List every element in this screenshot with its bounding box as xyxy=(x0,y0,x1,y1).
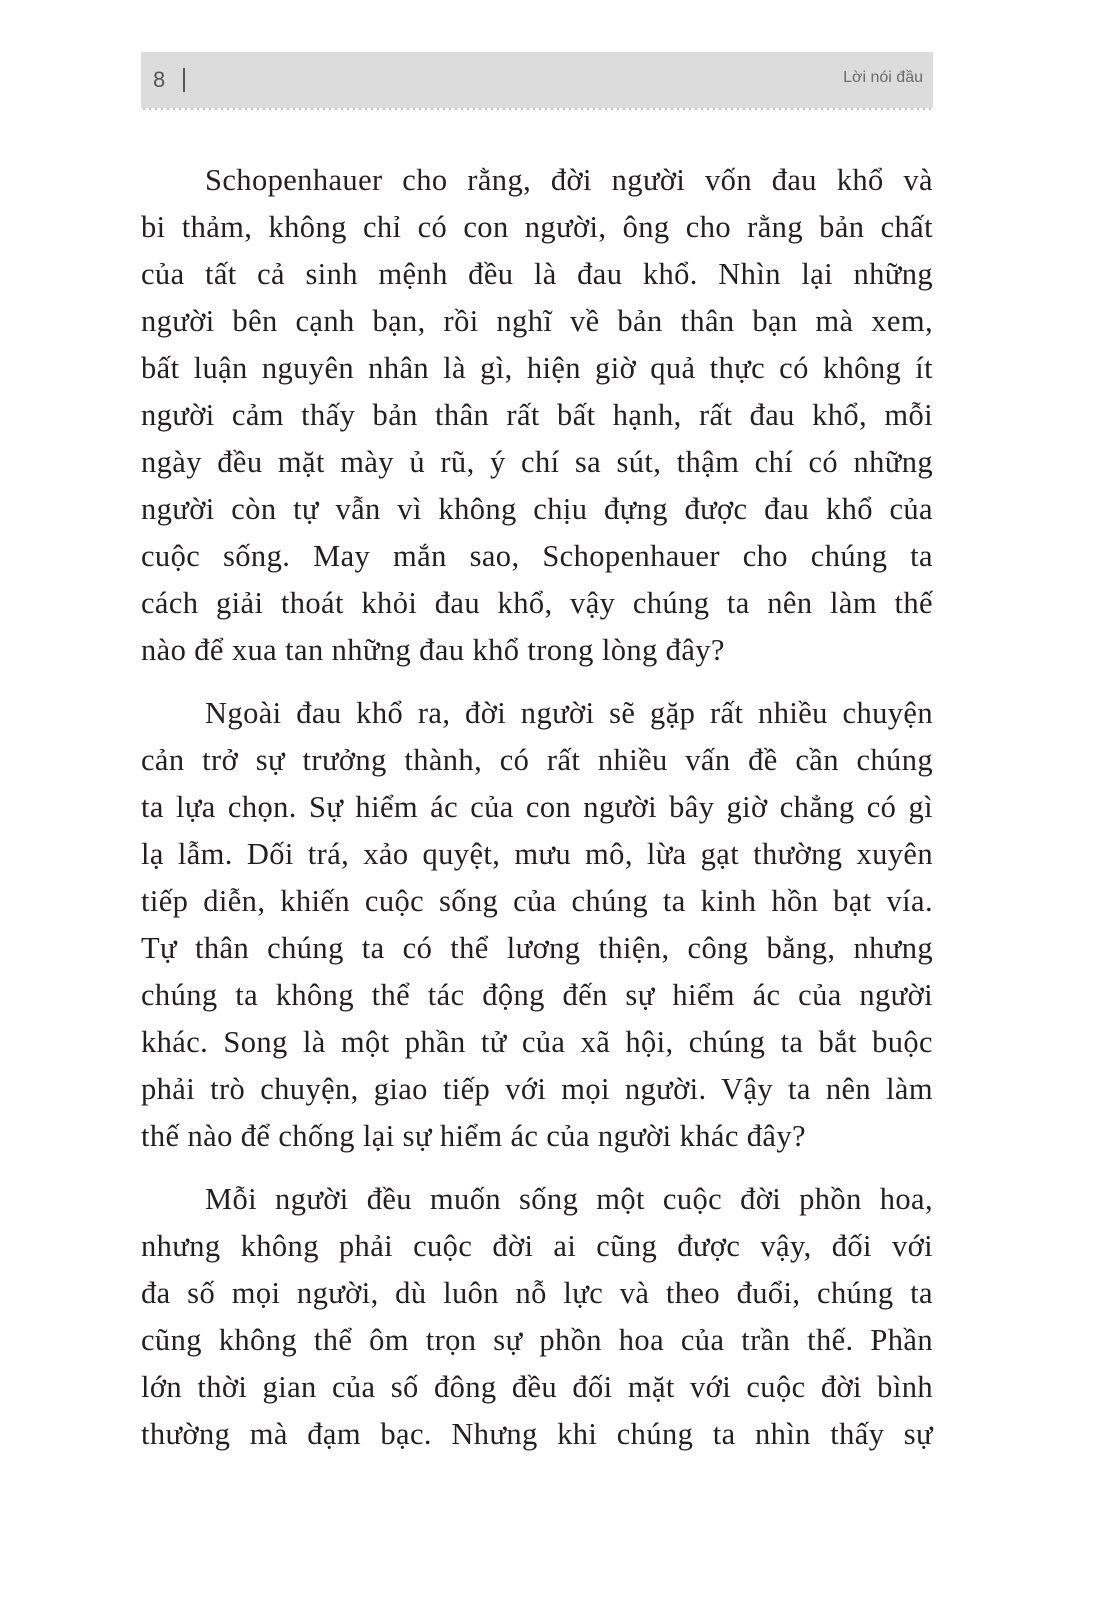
text-line: chúng ta không thể tác động đến sự hiểm ác của người xyxy=(141,978,933,1012)
text-line: bất luận nguyên nhân là gì, hiện giờ quả thực có không ít xyxy=(141,351,933,385)
text-line: nào để xua tan những đau khổ trong lòng đây? xyxy=(141,633,725,667)
text-line: Tự thân chúng ta có thể lương thiện, công bằng, nhưng xyxy=(141,931,933,965)
running-header xyxy=(141,52,933,108)
text-line: người cảm thấy bản thân rất bất hạnh, rất đau khổ, mỗi xyxy=(141,398,933,432)
text-line: Mỗi người đều muốn sống một cuộc đời phồn hoa, xyxy=(205,1182,933,1216)
text-line: cản trở sự trưởng thành, có rất nhiều vấn đề cần chúng xyxy=(141,743,933,777)
text-line: lớn thời gian của số đông đều đối mặt với cuộc đời bình xyxy=(141,1370,933,1404)
text-line: Schopenhauer cho rằng, đời người vốn đau khổ và xyxy=(205,163,933,197)
header-divider xyxy=(183,68,185,92)
running-title: Lời nói đầu xyxy=(843,69,923,86)
text-line: khác. Song là một phần tử của xã hội, chúng ta bắt buộc xyxy=(141,1025,933,1059)
text-line: tiếp diễn, khiến cuộc sống của chúng ta kinh hồn bạt vía. xyxy=(141,884,933,918)
text-line: người còn tự vẫn vì không chịu đựng được đau khổ của xyxy=(141,492,933,526)
text-line: thế nào để chống lại sự hiểm ác của người khác đây? xyxy=(141,1119,806,1153)
text-line: cuộc sống. May mắn sao, Schopenhauer cho chúng ta xyxy=(141,539,933,573)
text-line: ta lựa chọn. Sự hiểm ác của con người bây giờ chẳng có gì xyxy=(141,790,933,824)
text-line: thường mà đạm bạc. Nhưng khi chúng ta nhìn thấy sự xyxy=(141,1417,933,1451)
page-number: 8 xyxy=(153,67,166,92)
text-line: đa số mọi người, dù luôn nỗ lực và theo đuổi, chúng ta xyxy=(141,1276,933,1310)
body-text xyxy=(141,157,933,1474)
text-line: cũng không thể ôm trọn sự phồn hoa của trần thế. Phần xyxy=(141,1323,933,1357)
text-line: bi thảm, không chỉ có con người, ông cho rằng bản chất xyxy=(141,210,933,244)
text-line: người bên cạnh bạn, rồi nghĩ về bản thân bạn mà xem, xyxy=(141,304,933,338)
text-line: ngày đều mặt mày ủ rũ, ý chí sa sút, thậm chí có những xyxy=(141,445,933,479)
text-line: nhưng không phải cuộc đời ai cũng được vậy, đối với xyxy=(141,1229,933,1263)
text-line: Ngoài đau khổ ra, đời người sẽ gặp rất nhiều chuyện xyxy=(205,696,933,730)
paragraph-1 xyxy=(141,157,933,674)
text-line: phải trò chuyện, giao tiếp với mọi người. Vậy ta nên làm xyxy=(141,1072,933,1106)
text-line: lạ lẫm. Dối trá, xảo quyệt, mưu mô, lừa gạt thường xuyên xyxy=(141,837,933,871)
paragraph-3 xyxy=(141,1176,933,1458)
text-line: của tất cả sinh mệnh đều là đau khổ. Nhìn lại những xyxy=(141,257,933,291)
paragraph-2 xyxy=(141,690,933,1160)
text-line: cách giải thoát khỏi đau khổ, vậy chúng ta nên làm thế xyxy=(141,586,933,620)
